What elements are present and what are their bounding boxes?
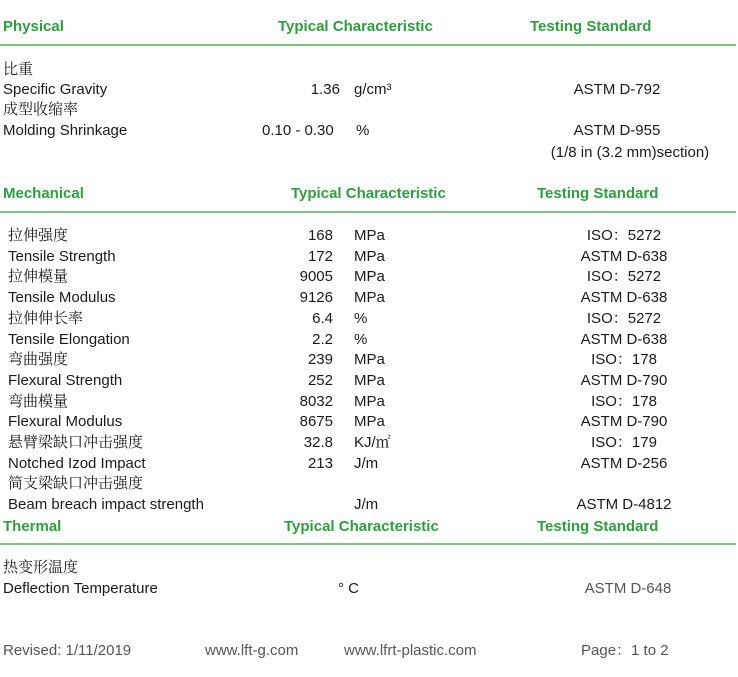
page-number: Page：1 to 2: [581, 642, 669, 659]
mechanical-divider: [0, 211, 736, 213]
mechanical-row-value: 213: [307, 455, 333, 472]
mechanical-row-label: Tensile Elongation: [8, 331, 130, 348]
mechanical-row-label: Beam breach impact strength: [8, 496, 204, 513]
deflection-temperature-unit: ° C: [338, 580, 359, 597]
mechanical-row-standard: ISO：178: [591, 351, 657, 368]
mechanical-row-label: 拉伸伸长率: [8, 310, 84, 327]
mechanical-row-label: 弯曲模量: [8, 393, 69, 410]
physical-typical-header: Typical Characteristic: [278, 18, 433, 35]
mechanical-row-value: 252: [307, 372, 333, 389]
mechanical-row-unit: J/m: [354, 496, 379, 513]
mechanical-row-unit: MPa: [354, 393, 385, 410]
mechanical-row-unit: J/m: [354, 455, 379, 472]
mechanical-row-standard: ASTM D-790: [580, 413, 668, 430]
molding-shrinkage-standard-note: (1/8 in (3.2 mm)section): [550, 144, 710, 161]
mechanical-row-unit: MPa: [354, 289, 385, 306]
website-link-lfrt[interactable]: www.lfrt-plastic.com: [344, 642, 477, 659]
mechanical-standard-header: Testing Standard: [537, 185, 659, 202]
mechanical-row-standard: ASTM D-790: [580, 372, 668, 389]
mechanical-row-unit: %: [354, 310, 368, 327]
deflection-temperature-label: Deflection Temperature: [3, 580, 158, 597]
molding-shrinkage-label: Molding Shrinkage: [3, 122, 128, 139]
mechanical-row-label: 拉伸强度: [8, 227, 69, 244]
molding-shrinkage-value: 0.10 - 0.30: [262, 122, 334, 139]
mechanical-title: Mechanical: [3, 185, 84, 202]
specific-gravity-label: Specific Gravity: [3, 81, 108, 98]
mechanical-row-value: 239: [307, 351, 333, 368]
mechanical-row-unit: %: [354, 331, 368, 348]
mechanical-row-unit: MPa: [354, 372, 385, 389]
mechanical-row-value: 6.4: [312, 310, 333, 327]
mechanical-row-unit: KJ/㎡: [354, 434, 391, 451]
mechanical-row-standard: ASTM D-638: [580, 289, 668, 306]
mechanical-typical-header: Typical Characteristic: [291, 185, 446, 202]
mechanical-row-standard: ISO：5272: [586, 310, 662, 327]
mechanical-row-unit: MPa: [354, 413, 385, 430]
mechanical-row-label: 弯曲强度: [8, 351, 69, 368]
physical-standard-header: Testing Standard: [530, 18, 652, 35]
mechanical-row-standard: ASTM D-4812: [576, 496, 672, 513]
website-link-lft[interactable]: www.lft-g.com: [205, 642, 299, 659]
mechanical-row-value: 9005: [299, 268, 333, 285]
molding-shrinkage-standard: ASTM D-955: [573, 122, 661, 139]
mechanical-row-label: Flexural Modulus: [8, 413, 123, 430]
mechanical-row-value: 2.2: [312, 331, 333, 348]
mechanical-row-label: Flexural Strength: [8, 372, 123, 389]
mechanical-row-value: 168: [307, 227, 333, 244]
physical-divider: [0, 44, 736, 46]
mechanical-row-value: 9126: [299, 289, 333, 306]
specific-gravity-cn-label: 比重: [3, 61, 34, 78]
mechanical-row-unit: MPa: [354, 248, 385, 265]
mechanical-row-label: Tensile Strength: [8, 248, 116, 265]
thermal-typical-header: Typical Characteristic: [284, 518, 439, 535]
specific-gravity-standard: ASTM D-792: [573, 81, 661, 98]
physical-title: Physical: [3, 18, 64, 35]
mechanical-row-value: 32.8: [303, 434, 333, 451]
mechanical-row-unit: MPa: [354, 351, 385, 368]
thermal-divider: [0, 543, 736, 545]
mechanical-row-unit: MPa: [354, 268, 385, 285]
mechanical-row-standard: ISO：5272: [586, 227, 662, 244]
molding-shrinkage-cn-label: 成型收缩率: [3, 101, 79, 118]
molding-shrinkage-unit: %: [356, 122, 370, 139]
deflection-temperature-standard: ASTM D-648: [584, 580, 672, 597]
revised-date: Revised: 1/11/2019: [3, 642, 132, 659]
mechanical-row-value: 172: [307, 248, 333, 265]
mechanical-row-standard: ISO：179: [591, 434, 657, 451]
deflection-temperature-cn-label: 热变形温度: [3, 559, 79, 576]
thermal-title: Thermal: [3, 518, 62, 535]
mechanical-row-label: Notched Izod Impact: [8, 455, 146, 472]
mechanical-row-label: 悬臂梁缺口冲击强度: [8, 434, 144, 451]
specific-gravity-unit: g/cm³: [354, 81, 392, 98]
mechanical-row-label: 拉伸模量: [8, 268, 69, 285]
mechanical-row-label: Tensile Modulus: [8, 289, 116, 306]
mechanical-row-standard: ASTM D-256: [580, 455, 668, 472]
mechanical-row-standard: ASTM D-638: [580, 248, 668, 265]
mechanical-row-value: 8032: [299, 393, 333, 410]
mechanical-row-unit: MPa: [354, 227, 385, 244]
mechanical-row-standard: ISO：178: [591, 393, 657, 410]
thermal-standard-header: Testing Standard: [537, 518, 659, 535]
mechanical-row-value: 8675: [299, 413, 333, 430]
mechanical-row-standard: ISO：5272: [586, 268, 662, 285]
mechanical-row-standard: ASTM D-638: [580, 331, 668, 348]
mechanical-row-label: 简支梁缺口冲击强度: [8, 475, 144, 492]
specific-gravity-value: 1.36: [310, 81, 340, 98]
